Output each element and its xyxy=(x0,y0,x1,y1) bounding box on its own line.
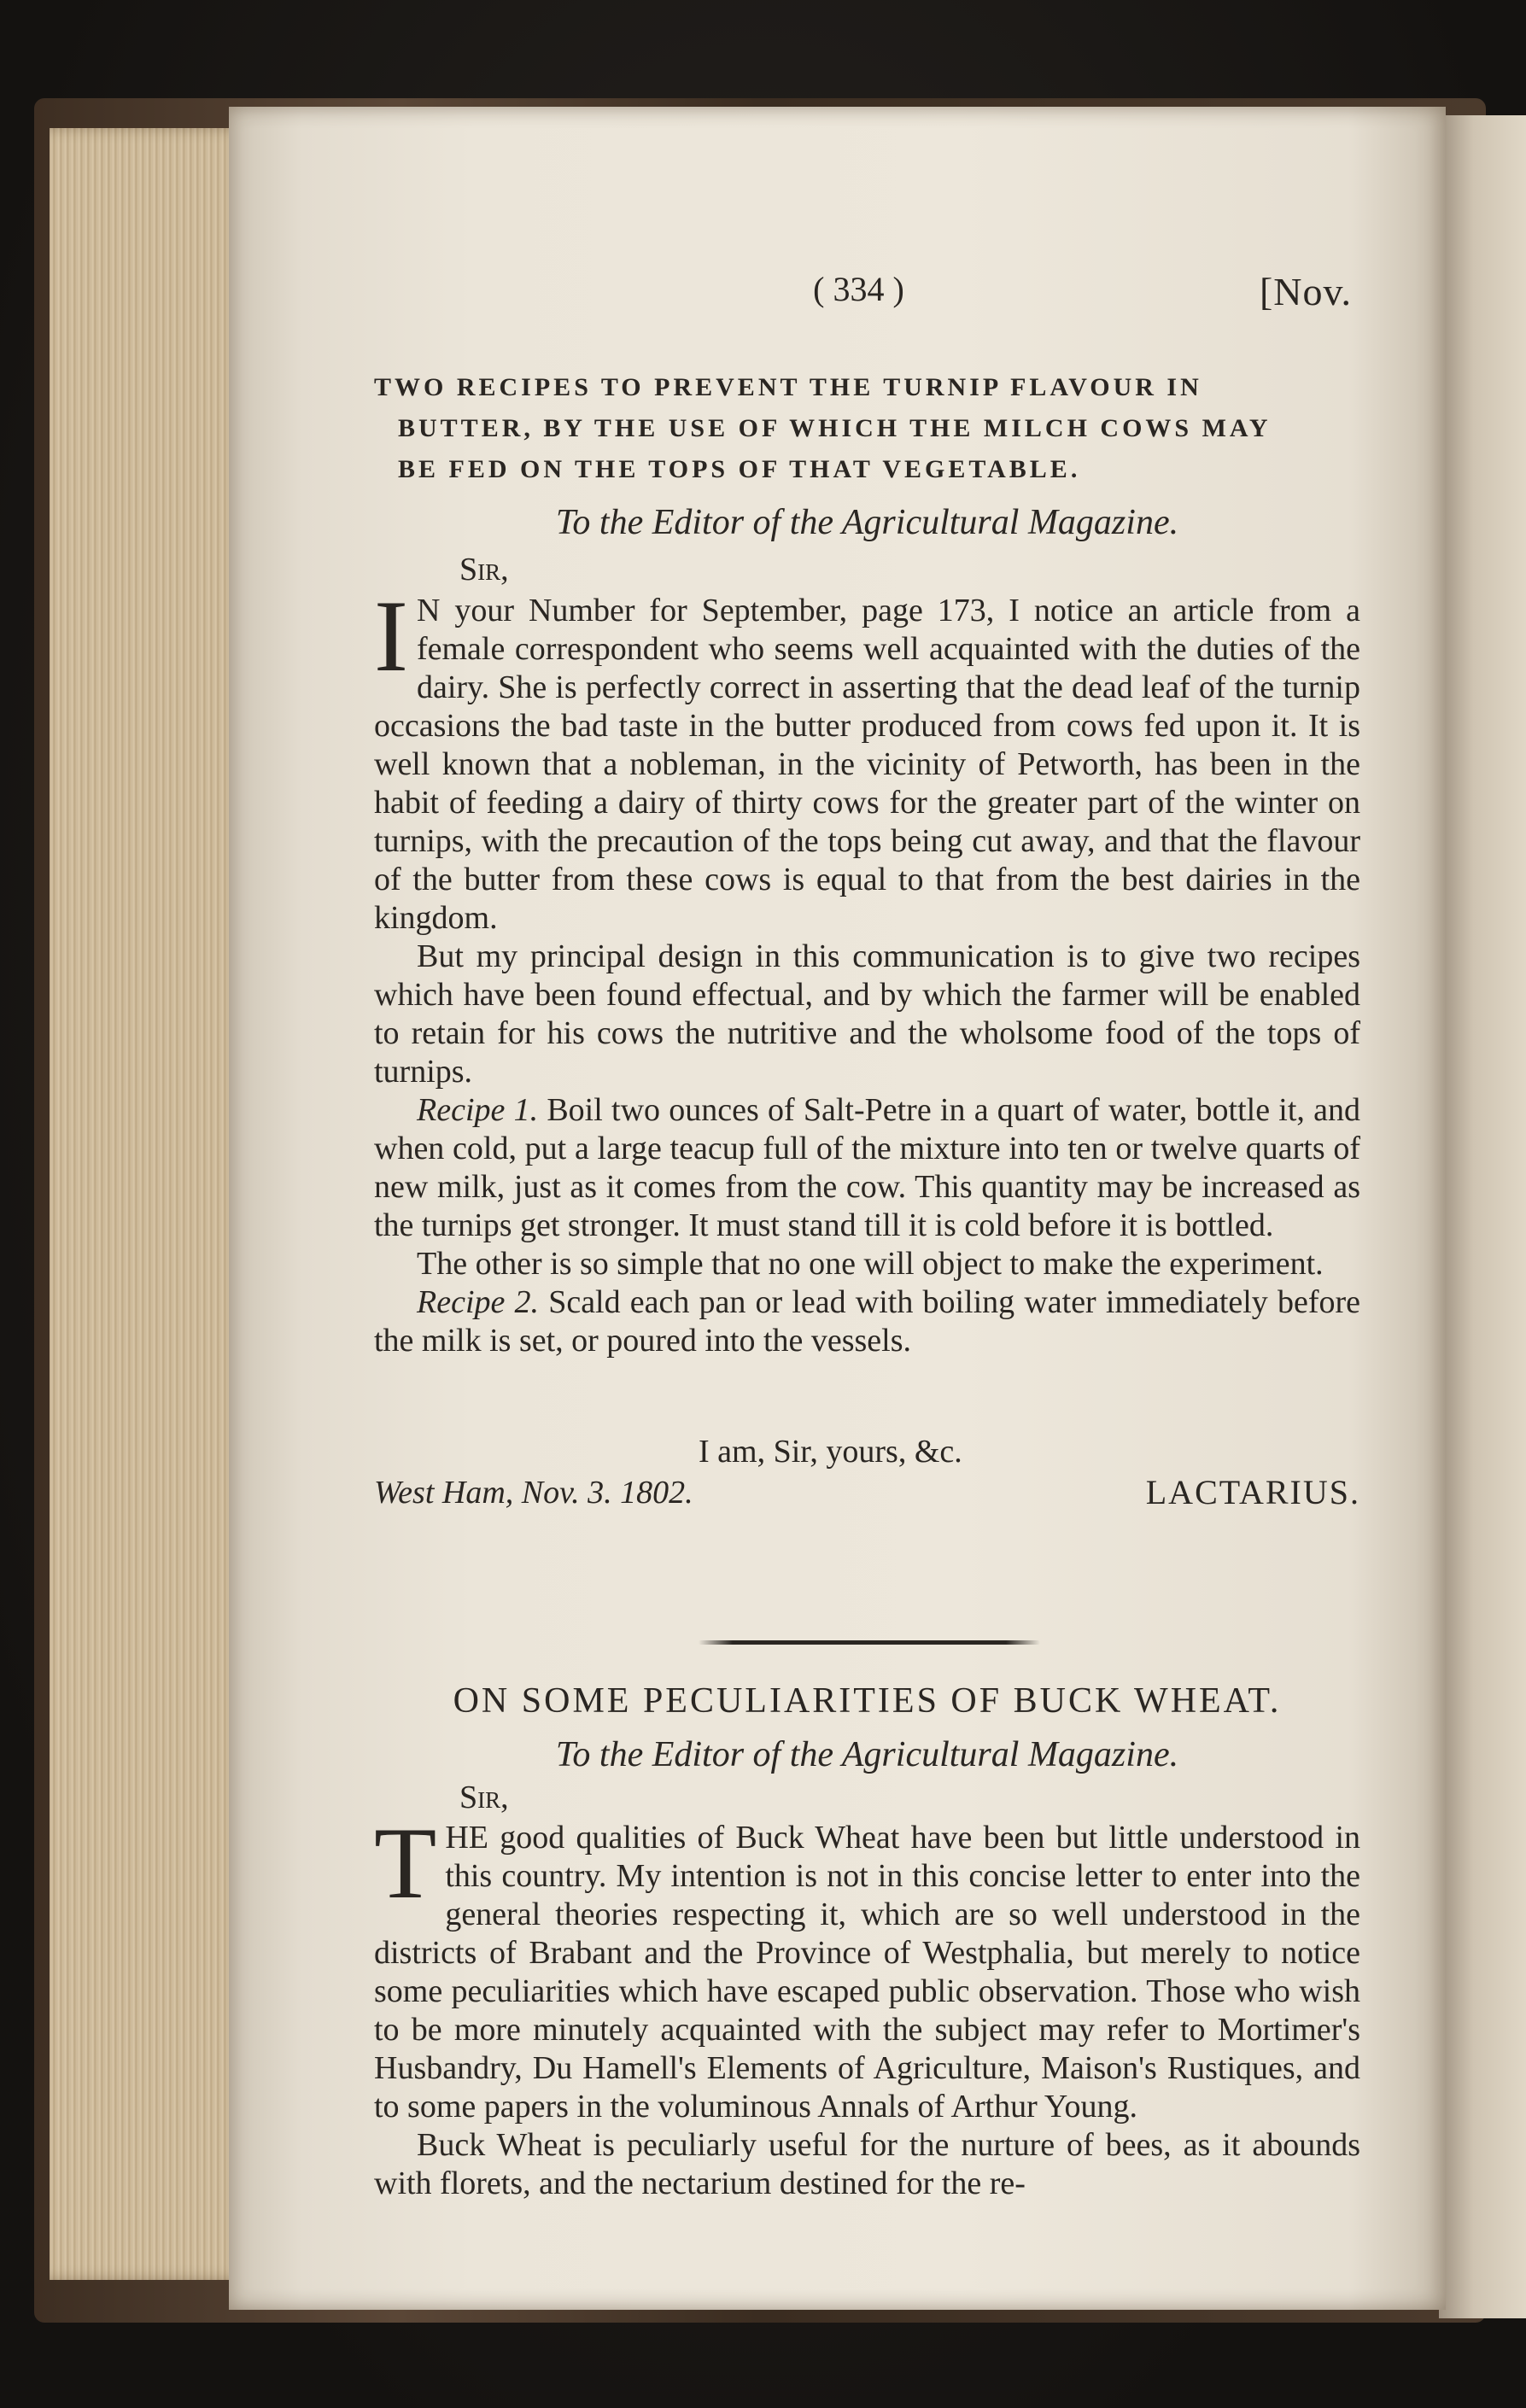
article2-paragraph xyxy=(374,1806,1360,2126)
article1-to-editor: To the Editor of the Agricultural Magazine. xyxy=(555,503,1179,542)
signature-line xyxy=(374,1473,1360,1512)
article2-salutation: Sir, xyxy=(459,1780,509,1815)
article1-salutation: Sir, xyxy=(459,552,509,587)
signature: LACTARIUS. xyxy=(1145,1473,1360,1511)
article1-para1-text: N your Number for September, page 173, I notice an article from a female correspondent who seems well acquainted with the duties of the dairy. She is perfectly correct in asserting that the dead leaf of the turnip occasions the bad taste in the butter produced from cows fed upon it. It is well known that a nobleman, in the vicinity of Petworth, has been in the habit of feeding a dairy of thirty cows for the greater part of the winter on turnips, with the precaution of the tops being cut away, and that the flavour of the butter from these cows is equal to that from the best dairies in the kingdom. xyxy=(374,593,1360,936)
recipe-text: Scald each pan or lead with boiling water immediately before the milk is set, or poured into the vessels. xyxy=(374,1284,1361,1359)
article2-body xyxy=(374,1806,1360,2203)
page-edges xyxy=(50,128,246,2280)
article1-recipe-2 xyxy=(374,1283,1360,1360)
article2-title: ON SOME PECULIARITIES OF BUCK WHEAT. xyxy=(453,1681,1282,1721)
book-page xyxy=(229,107,1446,2310)
article1-paragraph: The other is so simple that no one will object to make the experiment. xyxy=(417,1246,1324,1282)
article1-paragraph xyxy=(374,579,1360,938)
dropcap: I xyxy=(374,579,408,693)
dropcap: T xyxy=(374,1806,437,1920)
article1-title-line: BE FED ON THE TOPS OF THAT VEGETABLE. xyxy=(398,455,1081,483)
recipe-text: Boil two ounces of Salt-Petre in a quart of water, bottle it, and when cold, put a large teacup full of the mixture into ten or twelve quarts of new milk, just as it comes from the cow. This quantity may be increased as the turnips get stronger. It must stand till it is cold before it is bottled. xyxy=(374,1092,1361,1243)
article1-title-line: TWO RECIPES TO PREVENT THE TURNIP FLAVOUR IN xyxy=(374,373,1202,401)
facing-page-edge xyxy=(1439,115,1526,2318)
running-header xyxy=(365,269,1352,320)
article1-recipe-1 xyxy=(374,1091,1360,1245)
running-month: [Nov. xyxy=(1259,270,1352,313)
place-date: West Ham, Nov. 3. 1802. xyxy=(374,1475,693,1511)
recipe-label: Recipe 1. xyxy=(417,1092,539,1128)
article1-paragraph: But my principal design in this communication is to give two recipes which have been found effectual, and by which the farmer will be enabled to retain for his cows the nutritive and the wholsome food of the tops of turnips. xyxy=(374,938,1360,1090)
article2-para1-text: HE good qualities of Buck Wheat have been but little understood in this country. My intention is not in this concise letter to enter into the general theories respecting it, which are so well understood in the districts of Brabant and the Province of Westphalia, but merely to notice some peculiarities which have escaped public observation. Those who wish to be more minutely acquainted with the subject may refer to Mortimer's Husbandry, Du Hamell's Elements of Agriculture, Maison's Rustiques, and to some papers in the voluminous Annals of Arthur Young. xyxy=(374,1820,1360,2125)
article2-to-editor: To the Editor of the Agricultural Magazine. xyxy=(555,1735,1179,1774)
recipe-label: Recipe 2. xyxy=(417,1284,540,1320)
article1-body xyxy=(374,579,1361,1360)
article2-paragraph: Buck Wheat is peculiarly useful for the nurture of bees, as it abounds with florets, and the nectarium destined for the re- xyxy=(374,2127,1360,2201)
page-number: ( 334 ) xyxy=(813,270,904,308)
closing-line: I am, Sir, yours, &c. xyxy=(699,1434,962,1470)
section-divider xyxy=(699,1640,1040,1645)
article1-title xyxy=(374,367,1360,490)
article1-title-line: BUTTER, BY THE USE OF WHICH THE MILCH COWS MAY xyxy=(398,414,1272,442)
